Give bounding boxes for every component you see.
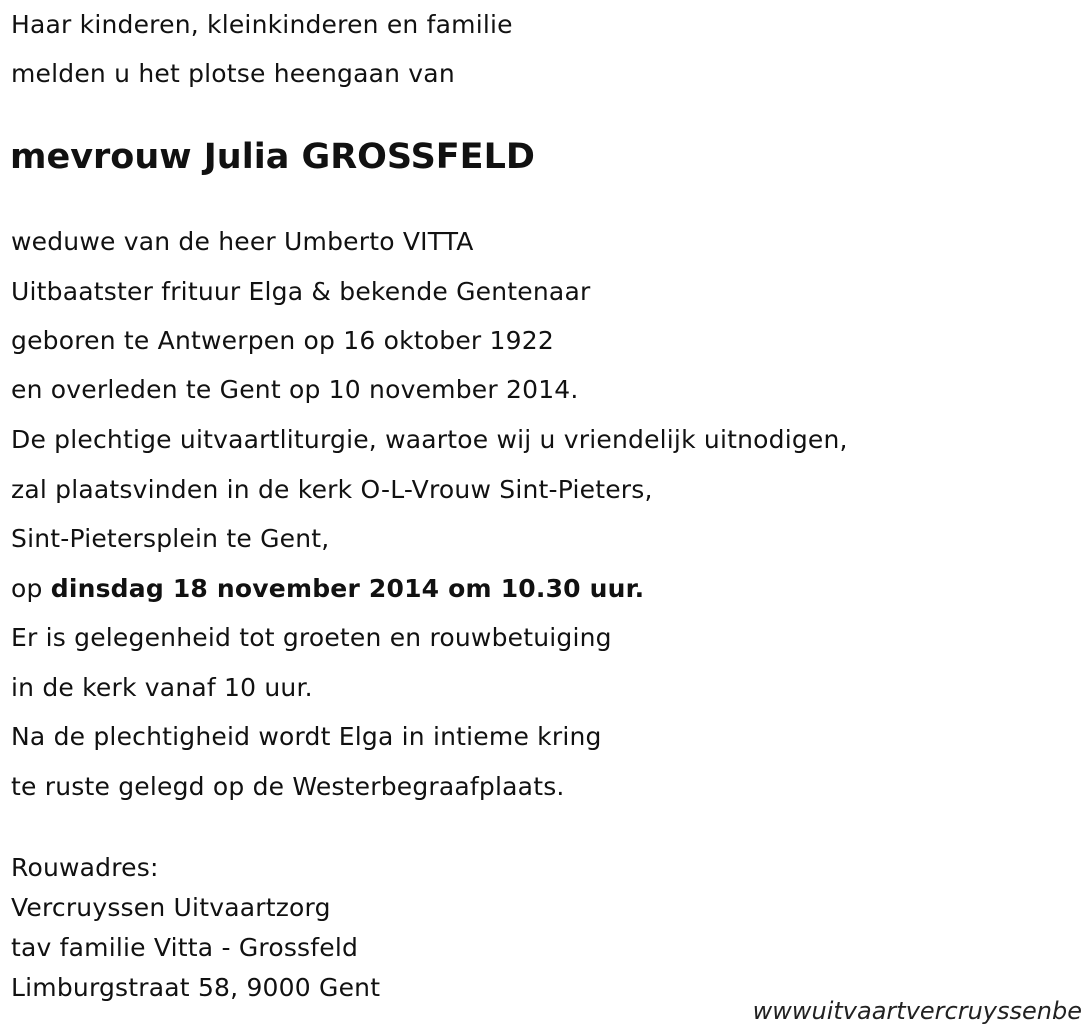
funeral-date-bold: dinsdag 18 november 2014 om 10.30 uur.: [50, 574, 645, 603]
deceased-name: mevrouw Julia GROSSFELD: [10, 137, 535, 177]
intro-line-2: melden u het plotse heengaan van: [11, 59, 455, 88]
after-line: te ruste gelegd op de Westerbegraafplaats.: [11, 772, 565, 801]
body-line: zal plaatsvinden in de kerk O-L-Vrouw Sint-Pieters,: [11, 475, 653, 504]
funeral-date-line: [11, 574, 644, 604]
body-line: weduwe van de heer Umberto VITTA: [11, 227, 474, 256]
address-line-3: Limburgstraat 58, 9000 Gent: [11, 973, 381, 1002]
funeral-date-prefix: op: [11, 574, 51, 603]
address-line-1: Vercruyssen Uitvaartzorg: [11, 893, 331, 922]
website-url: wwwuitvaartvercruyssenbe: [752, 997, 1082, 1025]
body-line: geboren te Antwerpen op 16 oktober 1922: [11, 326, 554, 355]
address-label: Rouwadres:: [11, 853, 159, 882]
after-line: Na de plechtigheid wordt Elga in intieme kring: [11, 722, 602, 751]
after-line: Er is gelegenheid tot groeten en rouwbetuiging: [11, 623, 612, 652]
body-line: Sint-Pietersplein te Gent,: [11, 524, 330, 553]
address-line-2: tav familie Vitta - Grossfeld: [11, 933, 359, 962]
body-line: Uitbaatster frituur Elga & bekende Gentenaar: [11, 277, 591, 306]
intro-line-1: Haar kinderen, kleinkinderen en familie: [11, 10, 513, 39]
body-line: en overleden te Gent op 10 november 2014.: [11, 375, 579, 404]
body-line: De plechtige uitvaartliturgie, waartoe wij u vriendelijk uitnodigen,: [11, 425, 848, 454]
after-line: in de kerk vanaf 10 uur.: [11, 673, 313, 702]
